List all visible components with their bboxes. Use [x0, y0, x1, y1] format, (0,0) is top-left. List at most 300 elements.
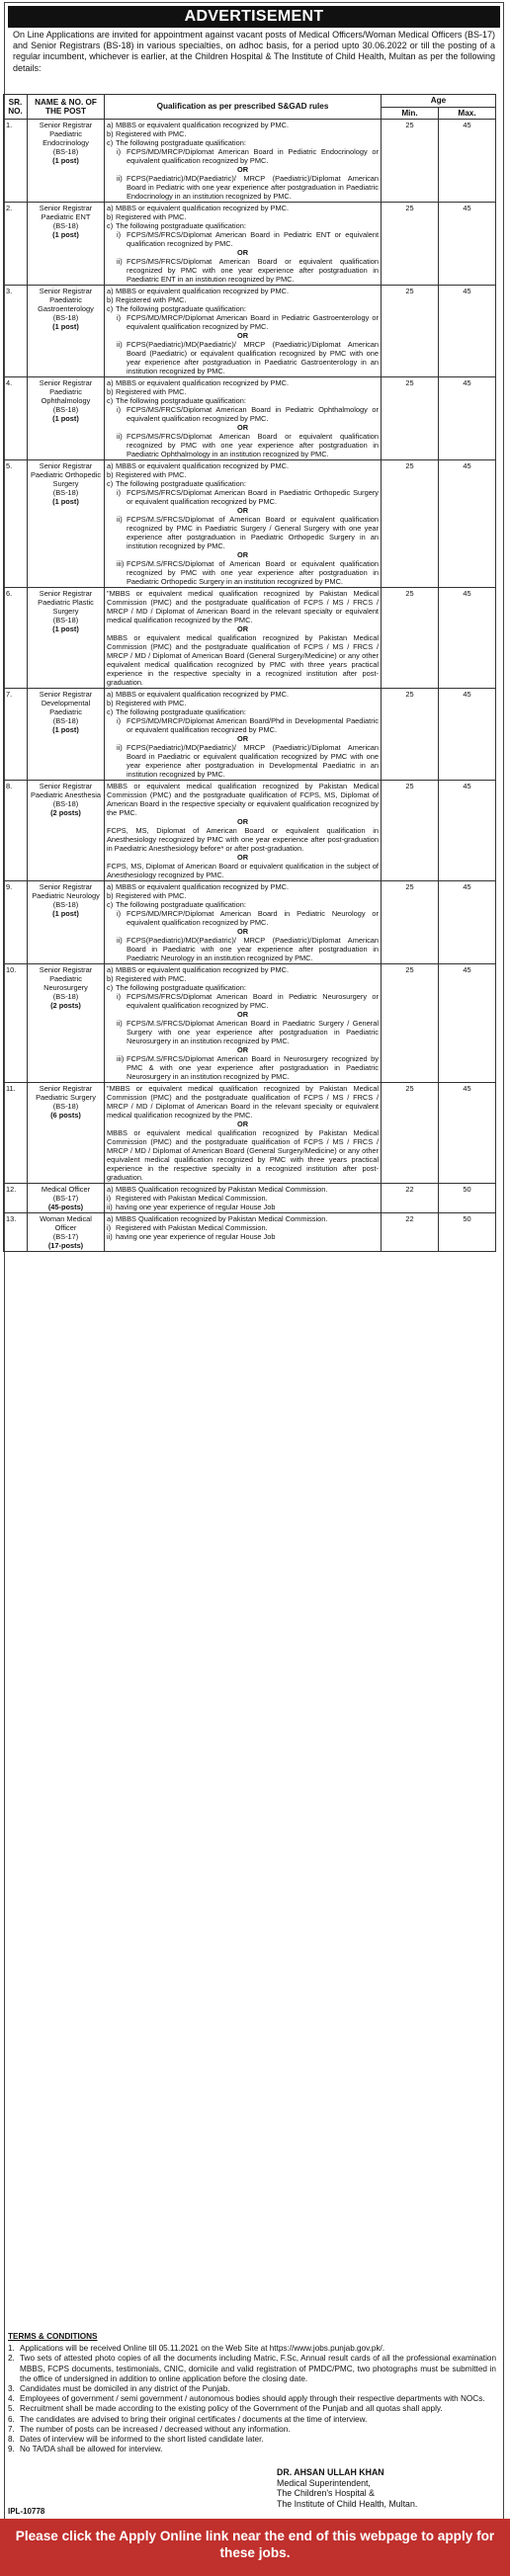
post-scale: (BS-18)	[52, 405, 79, 414]
qualification-b	[107, 387, 379, 396]
post-scale: (BS-18)	[52, 900, 79, 909]
item-marker: i)	[117, 909, 122, 918]
cell-age-min: 25	[382, 881, 439, 964]
terms-item-number: 5.	[8, 2404, 15, 2414]
post-name: Woman Medical Officer	[40, 1214, 92, 1232]
intro-paragraph	[13, 30, 495, 74]
item-marker: i)	[117, 488, 122, 497]
or-separator: OR	[236, 506, 249, 515]
cell-age-max: 45	[439, 964, 496, 1083]
item-text: MBBS or equivalent qualification recognized by PMC.	[116, 378, 290, 387]
item-marker: ii)	[117, 743, 123, 752]
cell-age-min: 22	[382, 1184, 439, 1213]
item-text: FCPS/MD/MRCP/Diplomat American Board/Phd in Developmental Paediatric or equivalent qualification recognized by PMC.	[127, 716, 379, 734]
cell-sr: 13.	[4, 1213, 28, 1252]
or-separator: OR	[236, 1010, 249, 1019]
cell-post	[28, 203, 105, 286]
signatory-name: DR. AHSAN ULLAH KHAN	[277, 2467, 384, 2477]
cell-qualification	[105, 781, 382, 881]
qualification-b	[107, 129, 379, 138]
item-marker: i)	[107, 1194, 112, 1203]
cell-qualification	[105, 460, 382, 588]
post-scale: (BS-18)	[52, 313, 79, 322]
cell-post	[28, 1083, 105, 1184]
item-text: FCPS/MS/FRCS/Diplomat American Board in Pediatric Ophthalmology or equivalent qualification recognized by PMC.	[127, 405, 379, 423]
or-separator: OR	[236, 423, 249, 432]
item-marker: c)	[107, 221, 114, 230]
item-marker: i)	[117, 716, 122, 725]
qualification-a	[107, 287, 379, 295]
terms-item-text: No TA/DA shall be allowed for interview.	[20, 2445, 163, 2454]
qualification-paragraph: MBBS or equivalent medical qualification recognized by Pakistan Medical Commission (PMC) and the postgraduate qualification of FCPS, MS, Diplomat of American Board in the respective specialty or equivalent qualification recognized by the PMC.	[107, 782, 379, 817]
terms-item	[8, 2354, 496, 2384]
qualification-c	[107, 479, 379, 488]
cell-age-max: 45	[439, 286, 496, 377]
cell-qualification	[105, 203, 382, 286]
item-text: MBBS or equivalent qualification recognized by PMC.	[116, 287, 290, 295]
post-name: Senior Registrar Paediatric Anesthesia	[30, 782, 102, 799]
post-count: (1 post)	[52, 322, 79, 331]
cell-sr: 3.	[4, 286, 28, 377]
post-name: Senior Registrar Paediatric Orthopedic Surgery	[30, 461, 102, 488]
or-separator: OR	[236, 734, 249, 743]
qualification-sub-iii	[107, 559, 379, 586]
qualification-sub-iii	[107, 1054, 379, 1081]
cell-sr: 10.	[4, 964, 28, 1083]
cell-age-min: 25	[382, 286, 439, 377]
item-text: Registered with Pakistan Medical Commission.	[116, 1194, 268, 1203]
qualification-sub-ii	[107, 1232, 379, 1241]
table-row	[4, 588, 496, 689]
item-marker: c)	[107, 396, 114, 405]
or-separator: OR	[236, 331, 249, 340]
item-text: Registered with Pakistan Medical Commission.	[116, 1223, 268, 1232]
post-name: Senior Registrar Paediatric Neurology	[32, 882, 100, 900]
item-text: having one year experience of regular House Job	[116, 1203, 276, 1211]
post-scale: (BS-18)	[52, 221, 79, 230]
terms-item-text: Two sets of attested photo copies of all the documents including Matric, F.Sc, Annual result cards of all the professional examination MBBS, FCPS documents, testimonials, CNIC, domicile and valid registration of PMDC/PMC, two photographs must be submitted in the office of undersigned in addition to online application before the closing date.	[20, 2354, 496, 2383]
qualification-b	[107, 470, 379, 479]
qualification-sub-i	[107, 147, 379, 165]
post-count: (1 post)	[52, 497, 79, 506]
terms-item	[8, 2445, 496, 2454]
cell-age-min: 25	[382, 964, 439, 1083]
or-separator: OR	[236, 853, 249, 862]
cell-post	[28, 689, 105, 781]
item-text: FCPS/MS/FRCS/Diplomat American Board or equivalent qualification recognized by PMC with one year experience after postgraduation in Paediatric ENT in an institution recognized by PMC.	[127, 257, 379, 284]
item-text: Registered with PMC.	[116, 470, 187, 479]
item-marker: iii)	[117, 559, 125, 568]
cell-age-max: 45	[439, 689, 496, 781]
item-text: MBBS or equivalent qualification recognized by PMC.	[116, 461, 290, 470]
header-age: Age	[382, 95, 496, 108]
header-age-max: Max.	[439, 107, 496, 120]
qualification-a	[107, 690, 379, 699]
item-text: MBBS or equivalent qualification recognized by PMC.	[116, 204, 290, 212]
item-text: FCPS/M.S/FRCS/Diplomat of American Board or equivalent qualification recognized by PMC in Paediatric Surgery / General Surgery with one year experience after postgraduation in Paediatric Orthopedic Surgery in an institution recognized by PMC.	[127, 515, 379, 550]
item-marker: a)	[107, 287, 114, 295]
cell-age-min: 25	[382, 203, 439, 286]
item-text: MBBS or equivalent qualification recognized by PMC.	[116, 965, 290, 974]
table-header-row	[4, 95, 496, 108]
terms-item-number: 7.	[8, 2424, 15, 2434]
item-marker: ii)	[117, 340, 123, 349]
terms-item-text: Applications will be received Online till 05.11.2021 on the Web Site at https://www.jobs.punjab.gov.pk/.	[20, 2344, 385, 2354]
item-marker: b)	[107, 891, 114, 900]
item-text: The following postgraduate qualification:	[116, 983, 246, 992]
item-marker: c)	[107, 479, 114, 488]
item-marker: i)	[117, 405, 122, 414]
item-text: The following postgraduate qualification:	[116, 707, 246, 716]
item-text: The following postgraduate qualification:	[116, 479, 246, 488]
qualification-sub-ii	[107, 515, 379, 550]
terms-item-text: Candidates must be domiciled in any district of the Punjab.	[20, 2384, 230, 2394]
qualification-sub-ii	[107, 936, 379, 962]
item-marker: a)	[107, 1185, 114, 1194]
terms-item-number: 3.	[8, 2384, 15, 2394]
item-text: The following postgraduate qualification:	[116, 900, 246, 909]
qualification-sub-i	[107, 1223, 379, 1232]
qualification-sub-i	[107, 909, 379, 927]
post-scale: (BS-18)	[52, 616, 79, 624]
terms-section	[8, 2332, 496, 2454]
item-marker: a)	[107, 204, 114, 212]
qualification-a	[107, 461, 379, 470]
table-row	[4, 203, 496, 286]
item-text: Registered with PMC.	[116, 699, 187, 707]
post-count: (1 post)	[52, 725, 79, 734]
post-name: Senior Registrar Paediatric Neurosurgery	[39, 965, 93, 992]
item-marker: c)	[107, 707, 114, 716]
terms-item-number: 4.	[8, 2394, 15, 2404]
cell-qualification	[105, 881, 382, 964]
item-marker: b)	[107, 212, 114, 221]
table-row	[4, 881, 496, 964]
item-text: FCPS/MD/MRCP/Diplomat American Board in Pediatric Neurology or equivalent qualification recognized by PMC.	[127, 909, 379, 927]
qualification-a	[107, 204, 379, 212]
terms-item-text: Employees of government / semi government / autonomous bodies should apply through their respective departments with NOCs.	[20, 2394, 485, 2404]
qualification-b	[107, 295, 379, 304]
qualification-sub-i	[107, 313, 379, 331]
cell-sr: 4.	[4, 377, 28, 460]
post-name: Senior Registrar Paediatric Gastroenterology	[38, 287, 94, 313]
qualification-c	[107, 304, 379, 313]
table-row	[4, 460, 496, 588]
item-marker: ii)	[107, 1203, 113, 1211]
table-row	[4, 377, 496, 460]
table-row	[4, 1213, 496, 1252]
qualification-sub-ii	[107, 257, 379, 284]
advertisement-title: ADVERTISEMENT	[8, 6, 500, 28]
cell-age-max: 45	[439, 377, 496, 460]
cell-qualification	[105, 689, 382, 781]
qualification-sub-ii	[107, 743, 379, 779]
item-marker: i)	[117, 992, 122, 1001]
cell-qualification	[105, 1083, 382, 1184]
item-text: Registered with PMC.	[116, 295, 187, 304]
item-marker: a)	[107, 121, 114, 129]
post-count: (45-posts)	[47, 1203, 84, 1211]
qualification-a	[107, 965, 379, 974]
item-marker: b)	[107, 129, 114, 138]
qualification-sub-i	[107, 992, 379, 1010]
item-marker: b)	[107, 974, 114, 983]
intro-text: On Line Applications are invited for appointment against vacant posts of Medical Officers/Woman Medical Officers (BS-17) and Senior Registrars (BS-18) in various specialties, on adhoc basis, for a period upto 30.06.2022 or till the posting of a regular incumbent, whichever is earlier, at the Children Hospital & The Institute of Child Health, Multan as per the following details:	[13, 30, 495, 73]
item-text: MBBS or equivalent qualification recognized by PMC.	[116, 882, 290, 891]
item-text: The following postgraduate qualification:	[116, 396, 246, 405]
post-scale: (BS-17)	[52, 1194, 79, 1203]
qualification-a	[107, 1214, 379, 1223]
posts-table	[3, 94, 496, 1252]
terms-item-text: The candidates are advised to bring their original certificates / documents at the time of interview.	[20, 2414, 368, 2424]
item-text: FCPS(Paediatric)/MD(Paediatric)/ MRCP (Paediatric)/Diplomat American Board (Paediatric) or equivalent qualification recognized by PMC with one year experience after postgraduation in Paediatric Gastroenterology in an institution recognized by PMC.	[127, 340, 379, 375]
cell-age-min: 25	[382, 588, 439, 689]
or-separator: OR	[236, 927, 249, 936]
qualification-a	[107, 1185, 379, 1194]
item-marker: a)	[107, 1214, 114, 1223]
qualification-sub-ii	[107, 340, 379, 375]
item-marker: ii)	[117, 432, 123, 441]
item-marker: c)	[107, 304, 114, 313]
item-text: Registered with PMC.	[116, 387, 187, 396]
cell-qualification	[105, 1184, 382, 1213]
table-row	[4, 1083, 496, 1184]
signature-block	[277, 2467, 494, 2509]
post-name: Senior Registrar Paediatric ENT	[39, 204, 93, 221]
cell-age-max: 45	[439, 881, 496, 964]
signatory-org-line2: The Institute of Child Health, Multan.	[277, 2498, 418, 2509]
post-count: (1 post)	[52, 156, 79, 165]
cell-age-max: 45	[439, 781, 496, 881]
or-separator: OR	[236, 817, 249, 826]
qualification-sub-ii	[107, 1019, 379, 1045]
cell-age-min: 25	[382, 460, 439, 588]
item-text: MBBS Qualification recognized by Pakistan Medical Commission.	[116, 1185, 328, 1194]
cell-sr: 5.	[4, 460, 28, 588]
qualification-b	[107, 212, 379, 221]
cell-age-min: 22	[382, 1213, 439, 1252]
item-text: The following postgraduate qualification:	[116, 304, 246, 313]
qualification-sub-i	[107, 716, 379, 734]
cell-sr: 9.	[4, 881, 28, 964]
qualification-paragraph: FCPS, MS, Diplomat of American Board or equivalent qualification in Anesthesiology recognized by PMC with one year experience after post-graduation in Paediatric Anesthesiology before* or after post-graduation.	[107, 826, 379, 853]
qualification-sub-ii	[107, 1203, 379, 1211]
item-marker: ii)	[117, 936, 123, 945]
qualification-c	[107, 396, 379, 405]
item-marker: ii)	[117, 515, 123, 524]
cell-post	[28, 460, 105, 588]
header-post: NAME & NO. OF THE POST	[28, 95, 105, 120]
item-marker: a)	[107, 461, 114, 470]
qualification-c	[107, 221, 379, 230]
cell-sr: 1.	[4, 120, 28, 203]
post-scale: (BS-18)	[52, 992, 79, 1001]
cell-age-min: 25	[382, 689, 439, 781]
terms-item-text: Recruitment shall be made according to the existing policy of the Government of the Punjab and all quotas shall apply.	[20, 2404, 443, 2414]
terms-item	[8, 2415, 496, 2425]
post-name: Senior Registrar Paediatric Ophthalmology	[39, 378, 93, 405]
cell-age-max: 45	[439, 120, 496, 203]
cell-qualification	[105, 588, 382, 689]
apply-online-banner[interactable]: Please click the Apply Online link near the end of this webpage to apply for these jobs.	[0, 2519, 510, 2576]
item-marker: a)	[107, 690, 114, 699]
cell-sr: 8.	[4, 781, 28, 881]
item-text: Registered with PMC.	[116, 129, 187, 138]
item-text: FCPS/MD/MRCP/Diplomat American Board in Pediatric Gastroenterology or equivalent qualification recognized by PMC.	[127, 313, 379, 331]
item-text: FCPS/MS/FRCS/Diplomat American Board or equivalent qualification recognized by PMC with one year experience after postgraduation in Paediatric Ophthalmology in an institution recognized by PMC.	[127, 432, 379, 458]
terms-item	[8, 2394, 496, 2404]
item-marker: c)	[107, 983, 114, 992]
item-marker: b)	[107, 295, 114, 304]
post-count: (1 post)	[52, 624, 79, 633]
qualification-a	[107, 378, 379, 387]
item-marker: i)	[117, 147, 122, 156]
post-scale: (BS-18)	[52, 799, 79, 808]
terms-list	[8, 2344, 496, 2454]
item-marker: b)	[107, 470, 114, 479]
item-marker: ii)	[117, 1019, 123, 1028]
item-text: Registered with PMC.	[116, 974, 187, 983]
cell-age-max: 45	[439, 588, 496, 689]
qualification-paragraph: MBBS or equivalent medical qualification recognized by Pakistan Medical Commission (PMC) and the postgraduate qualification of FCPS / MS / FRCS / MRCP / MD / Diplomat of American Board (General Surgery/Medicine) or any other equivalent medical qualification recognized by PMC with three years practical experience in the respective specialty in a recognized institution after post-graduation.	[107, 633, 379, 687]
item-marker: a)	[107, 378, 114, 387]
qualification-paragraph: FCPS, MS, Diplomat of American Board or equivalent qualification in the subject of Anesthesiology recognized by PMC.	[107, 862, 379, 879]
terms-item-number: 1.	[8, 2344, 15, 2354]
post-count: (2 posts)	[50, 808, 81, 817]
terms-heading: TERMS & CONDITIONS	[8, 2332, 98, 2341]
cell-age-min: 25	[382, 120, 439, 203]
cell-qualification	[105, 1213, 382, 1252]
qualification-c	[107, 983, 379, 992]
ipl-number: IPL-10778	[8, 2507, 45, 2516]
cell-age-min: 25	[382, 781, 439, 881]
cell-age-max: 45	[439, 203, 496, 286]
item-text: FCPS/MS/FRCS/Diplomat American Board in Pediatric ENT or equivalent qualification recognized by PMC.	[127, 230, 379, 248]
item-text: FCPS/M.S/FRCS/Diplomat American Board in Paediatric Surgery / General Surgery with one year experience after postgraduation in Paediatric Neurosurgery in an institution recognized by PMC.	[127, 1019, 379, 1045]
item-marker: iii)	[117, 1054, 125, 1063]
qualification-b	[107, 891, 379, 900]
item-marker: c)	[107, 900, 114, 909]
item-marker: a)	[107, 882, 114, 891]
post-count: (1 post)	[52, 230, 79, 239]
cell-age-max: 50	[439, 1184, 496, 1213]
item-marker: i)	[117, 230, 122, 239]
item-text: FCPS(Paediatric)/MD(Paediatric)/ MRCP (Paediatric)/Diplomat American Board in Paediatric with one year experience after postgraduation in Paediatric Neurology in an institution recognized by PMC.	[127, 936, 379, 962]
terms-item-number: 2.	[8, 2354, 15, 2364]
item-text: FCPS(Paediatric)/MD(Paediatric)/ MRCP (Paediatric)/Diplomat American Board in Pediatric with one year experience after postgraduation in Paediatric Endocrinology in an institution recognized by PMC.	[127, 174, 379, 201]
qualification-a	[107, 882, 379, 891]
or-separator: OR	[236, 1120, 249, 1128]
cell-post	[28, 881, 105, 964]
post-count: (1 post)	[52, 414, 79, 423]
cell-age-max: 45	[439, 1083, 496, 1184]
post-count: (17-posts)	[47, 1241, 84, 1250]
qualification-b	[107, 699, 379, 707]
item-text: having one year experience of regular House Job	[116, 1232, 276, 1241]
item-marker: b)	[107, 387, 114, 396]
qualification-sub-i	[107, 405, 379, 423]
qualification-sub-i	[107, 230, 379, 248]
post-scale: (BS-18)	[52, 147, 79, 156]
post-scale: (BS-18)	[52, 716, 79, 725]
cell-post	[28, 1213, 105, 1252]
post-name: Senior Registrar Paediatric Surgery	[36, 1084, 96, 1102]
table-row	[4, 964, 496, 1083]
item-text: Registered with PMC.	[116, 891, 187, 900]
post-count: (6 posts)	[50, 1111, 81, 1120]
cell-sr: 2.	[4, 203, 28, 286]
qualification-paragraph: MBBS or equivalent medical qualification recognized by Pakistan Medical Commission (PMC) and the postgraduate qualification of FCPS / MS / FRCS / MRCP / MD / Diplomat of American Board (General Surgery/Medicine) or any other equivalent medical qualification recognized by PMC with three years practical experience in the respective specialty in a recognized institution after post-graduation.	[107, 1128, 379, 1182]
post-scale: (BS-17)	[52, 1232, 79, 1241]
post-name: Senior Registrar Paediatric Endocrinology	[39, 121, 93, 147]
item-text: The following postgraduate qualification:	[116, 138, 246, 147]
item-marker: b)	[107, 699, 114, 707]
item-marker: ii)	[107, 1232, 113, 1241]
cell-post	[28, 781, 105, 881]
item-marker: a)	[107, 965, 114, 974]
table-row	[4, 286, 496, 377]
terms-item	[8, 2344, 496, 2354]
item-marker: i)	[117, 313, 122, 322]
qualification-b	[107, 974, 379, 983]
cell-qualification	[105, 286, 382, 377]
or-separator: OR	[236, 624, 249, 633]
item-marker: ii)	[117, 257, 123, 266]
qualification-c	[107, 707, 379, 716]
cell-post	[28, 964, 105, 1083]
cell-sr: 7.	[4, 689, 28, 781]
cell-qualification	[105, 377, 382, 460]
signatory-title: Medical Superintendent,	[277, 2477, 371, 2488]
cell-age-max: 45	[439, 460, 496, 588]
item-text: MBBS or equivalent qualification recognized by PMC.	[116, 690, 290, 699]
table-row	[4, 689, 496, 781]
qualification-c	[107, 138, 379, 147]
cell-qualification	[105, 964, 382, 1083]
cell-qualification	[105, 120, 382, 203]
item-text: FCPS/MS/FRCS/Diplomat American Board in Pediatric Neurosurgery or equivalent qualification recognized by PMC.	[127, 992, 379, 1010]
terms-item-text: Dates of interview will be informed to the short listed candidate later.	[20, 2435, 264, 2445]
post-count: (2 posts)	[50, 1001, 81, 1010]
item-text: The following postgraduate qualification:	[116, 221, 246, 230]
header-qualification: Qualification as per prescribed S&GAD rules	[105, 95, 382, 120]
item-text: FCPS(Paediatric)/MD(Paediatric)/ MRCP (Paediatric)/Diplomat American Board in Paediatric or equivalent qualification recognized by PMC with one year experience after postgraduation in Developmental Paediatric in an institution recognized by PMC.	[127, 743, 379, 779]
signatory-org-line1: The Children's Hospital &	[277, 2488, 375, 2499]
table-row	[4, 1184, 496, 1213]
or-separator: OR	[236, 165, 249, 174]
item-text: FCPS/MD/MRCP/Diplomat American Board in Pediatric Endocrinology or equivalent qualification recognized by PMC.	[127, 147, 379, 165]
terms-item	[8, 2404, 496, 2414]
post-scale: (BS-18)	[52, 1102, 79, 1111]
cell-sr: 12.	[4, 1184, 28, 1213]
post-count: (1 post)	[52, 909, 79, 918]
qualification-c	[107, 900, 379, 909]
item-text: FCPS/M.S/FRCS/Diplomat American Board in Neurosurgery recognized by PMC & with one year experience after postgraduation in Paediatric Neurosurgery in an institution recognized by PMC.	[127, 1054, 379, 1081]
terms-item-number: 6.	[8, 2414, 15, 2424]
cell-post	[28, 120, 105, 203]
qualification-sub-ii	[107, 432, 379, 458]
table-body	[4, 120, 496, 1252]
cell-post	[28, 377, 105, 460]
terms-item-number: 8.	[8, 2435, 15, 2445]
terms-item-text: The number of posts can be increased / decreased without any information.	[20, 2424, 291, 2434]
post-name: Medical Officer	[41, 1185, 91, 1194]
post-scale: (BS-18)	[52, 488, 79, 497]
cell-post	[28, 588, 105, 689]
or-separator: OR	[236, 550, 249, 559]
qualification-paragraph: "MBBS or equivalent medical qualification recognized by Pakistan Medical Commission (PMC) and the postgraduate qualification of FCPS / MS / FRCS / MRCP / MD / Diplomat of American Board in the relevant specialty or equivalent medical qualification recognized by the PMC.	[107, 589, 379, 624]
cell-age-max: 50	[439, 1213, 496, 1252]
